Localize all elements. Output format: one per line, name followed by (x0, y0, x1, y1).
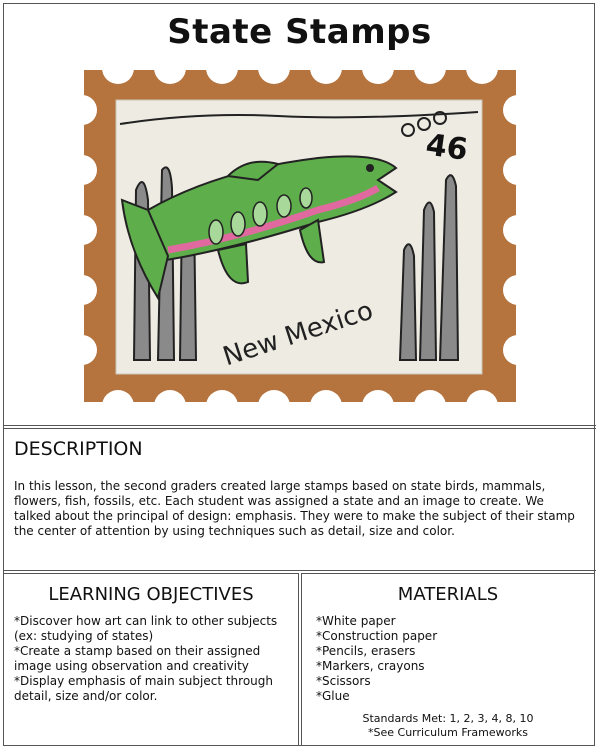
materials-box (301, 573, 595, 746)
description-heading: DESCRIPTION (14, 438, 143, 460)
materials-heading: MATERIALS (397, 584, 499, 605)
list-item: *White paper (316, 614, 396, 628)
curriculum-frameworks-note: *See Curriculum Frameworks (368, 726, 528, 739)
description-text: In this lesson, the second graders created large stamps based on state birds, mammals, flowers, fish, fossils, etc. Each student was assigned a state and an image to create. We talked about the principal of design: emphasis. They were to make the subject of their stamp the center of attention by using techniques such as detail, size and color. (14, 479, 575, 538)
learning-objectives-box (3, 573, 299, 746)
list-item: *Markers, crayons (316, 659, 425, 673)
page-title: State Stamps (167, 12, 432, 52)
divider (3, 425, 596, 426)
list-item: *Discover how art can link to other subjects (ex: studying of states) (14, 614, 278, 643)
list-item: *Construction paper (316, 629, 438, 643)
standards-met: Standards Met: 1, 2, 3, 4, 8, 10 (362, 712, 534, 725)
objectives-list (14, 614, 286, 704)
list-item: *Display emphasis of main subject through detail, size and/or color. (14, 674, 273, 703)
list-item: *Pencils, erasers (316, 644, 416, 658)
list-item: *Scissors (316, 674, 371, 688)
stamp-artwork (78, 60, 522, 412)
divider (3, 428, 596, 429)
divider (3, 570, 596, 571)
stamp-denomination: 46 (423, 127, 470, 168)
materials-list (316, 614, 437, 704)
list-item: *Glue (316, 689, 350, 703)
stamp-caption: New Mexico (219, 295, 377, 373)
objectives-heading: LEARNING OBJECTIVES (48, 584, 254, 605)
list-item: *Create a stamp based on their assigned image using observation and creativity (14, 644, 261, 673)
